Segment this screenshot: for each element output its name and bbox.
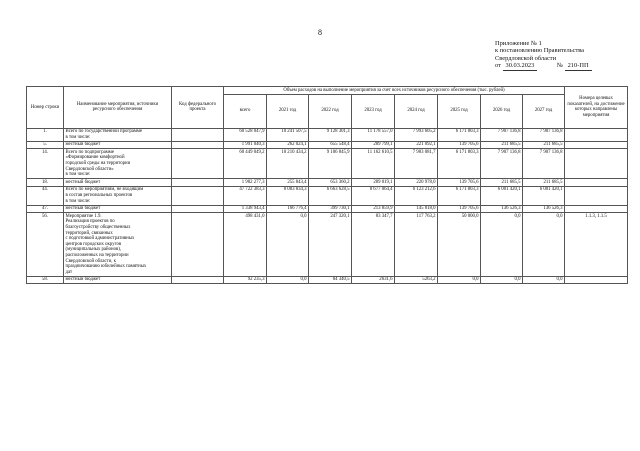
row-name (64, 213, 172, 277)
row-year-value: 139 705,6 (438, 141, 481, 149)
header-row-number: Номер строки (27, 87, 64, 129)
row-year-value: 6 171 803,3 (438, 128, 481, 141)
row-federal-code (172, 213, 224, 277)
row-year-value: 0,0 (523, 276, 565, 284)
row-year-value: 5263,2 (395, 276, 438, 284)
row-name-line: центров городских округов (65, 241, 122, 247)
row-number: 58. (27, 276, 64, 284)
header-year-2026: 2026 год (481, 94, 523, 128)
row-year-value: 655 548,4 (309, 141, 352, 149)
row-name-line: Реализация проектов по (65, 219, 115, 225)
table-row (27, 128, 628, 141)
row-total-value: 47 722 383,3 (224, 186, 267, 205)
header-year-2027: 2027 год (523, 94, 565, 128)
row-federal-code (172, 186, 224, 205)
table-body (27, 128, 628, 284)
row-name-line: в том числе: (65, 134, 91, 140)
table-row (27, 141, 628, 149)
row-year-value: 221 092,1 (395, 141, 438, 149)
row-year-value: 9 106 845,9 (309, 149, 352, 179)
row-federal-code (172, 276, 224, 284)
row-year-value: 6 171 803,3 (438, 186, 481, 205)
row-federal-code (172, 149, 224, 179)
row-year-value: 211 685,5 (523, 179, 565, 187)
row-number: 14. (27, 149, 64, 179)
row-total-value: 498 431,0 (224, 213, 267, 277)
row-targets (565, 149, 628, 179)
header-federal-code: Код федерального проекта (172, 87, 224, 129)
row-year-value: 136 526,3 (481, 205, 523, 213)
appendix-line-2: к постановлению Правительства (495, 47, 585, 55)
header-year-2021: 2021 год (267, 94, 309, 128)
row-targets (565, 205, 628, 213)
row-name-line: Мероприятие 1.9. (65, 213, 102, 219)
page-number: 8 (318, 28, 322, 37)
row-federal-code (172, 128, 224, 141)
row-name-line: в состав региональных проектов (65, 193, 133, 199)
row-year-value: 7 907 136,8 (523, 128, 565, 141)
row-year-value: 247 320,1 (309, 213, 352, 277)
row-name-line: местный бюджет (65, 142, 101, 148)
row-year-value: 399 730,1 (309, 205, 352, 213)
row-year-value: 0,0 (267, 276, 309, 284)
row-year-value: 6 123 212,6 (395, 186, 438, 205)
row-year-value: 84 340,5 (309, 276, 352, 284)
header-year-2024: 2024 год (395, 94, 438, 128)
row-name-line: городской среды на территории (65, 161, 131, 167)
row-number: 47. (27, 205, 64, 213)
row-year-value: 9 128 301,3 (309, 128, 352, 141)
row-year-value: 7 993 605,2 (395, 128, 438, 141)
row-federal-code (172, 179, 224, 187)
row-name-line: благоустройству общественных (65, 225, 131, 230)
row-year-value: 83 347,7 (352, 213, 395, 277)
row-year-value: 653 360,2 (309, 179, 352, 187)
appendix-date-line (495, 62, 635, 70)
row-year-value: 7 983 081,7 (395, 149, 438, 179)
row-name-line: в том числе: (65, 172, 91, 178)
row-name-line: местный бюджет (65, 206, 101, 212)
row-total-value: 60 449 049,2 (224, 149, 267, 179)
table-row (27, 186, 628, 205)
table-row (27, 213, 628, 277)
row-name-line: Всего по мероприятиям, не входящим (65, 187, 144, 193)
row-number: 1. (27, 128, 64, 141)
header-year-2025: 2025 год (438, 94, 481, 128)
row-total-value: 1 982 277,3 (224, 179, 267, 187)
header-volume: Объем расходов на выполнение мероприятия за счет всех источников ресурсного обеспечения (тыс. рублей) (224, 87, 565, 95)
row-year-value: 11 162 610,5 (352, 149, 395, 179)
appendix-title: Приложение № 1 (495, 40, 542, 47)
date-prefix: от (495, 62, 501, 70)
row-name (64, 205, 172, 213)
expenditure-table (26, 86, 628, 284)
appendix-date: 30.03.2023 (503, 62, 538, 70)
row-name-line: с подготовкой административных (65, 236, 135, 242)
row-name-line: «Формирование комфортной (65, 155, 125, 161)
header-row-top (27, 87, 628, 95)
row-name-line: территорий, связанных (65, 230, 113, 236)
table-row (27, 205, 628, 213)
row-targets (565, 179, 628, 187)
header-targets: Номера целевых показателей, на достижение которых направлены мероприятия (565, 87, 628, 129)
header-total: всего (224, 94, 267, 128)
row-number: 5. (27, 141, 64, 149)
row-name-line: Всего по государственной программе (65, 129, 143, 135)
row-total-value: 1 991 040,3 (224, 141, 267, 149)
appendix-line-3: Свердловской области (495, 54, 556, 62)
row-year-value: 211 685,5 (481, 141, 523, 149)
header-name: Наименование мероприятия, источники ресурсного обеспечения (64, 87, 172, 129)
row-targets (565, 276, 628, 284)
row-year-value: 7 907 136,8 (523, 149, 565, 179)
row-year-value: 136 526,3 (523, 205, 565, 213)
row-year-value: 262 024,1 (267, 141, 309, 149)
row-year-value: 11 178 557,0 (352, 128, 395, 141)
table-row (27, 276, 628, 284)
row-name (64, 141, 172, 149)
row-year-value: 0,0 (438, 276, 481, 284)
row-name-line: дат (65, 269, 73, 275)
row-year-value: 6 001 420,1 (481, 186, 523, 205)
row-year-value: 255 843,4 (267, 179, 309, 187)
row-year-value: 0,0 (267, 213, 309, 277)
table-row (27, 149, 628, 179)
row-year-value: 211 685,5 (523, 141, 565, 149)
row-year-value: 7 907 136,8 (481, 149, 523, 179)
row-name-line: местный бюджет (65, 277, 101, 283)
row-total-value: 1 338 943,4 (224, 205, 267, 213)
row-name (64, 276, 172, 284)
row-total-value: 60 528 047,9 (224, 128, 267, 141)
row-year-value: 117 763,2 (395, 213, 438, 277)
row-total-value: 92 235,3 (224, 276, 267, 284)
row-number: 18. (27, 179, 64, 187)
row-year-value: 10 241 507,5 (267, 128, 309, 141)
row-targets: 1.1.3, 1.1.5 (565, 213, 628, 277)
row-year-value: 213 859,9 (352, 205, 395, 213)
row-year-value: 166 776,4 (267, 205, 309, 213)
row-year-value: 0,0 (523, 213, 565, 277)
row-year-value: 220 978,0 (395, 179, 438, 187)
appendix-header (495, 40, 635, 71)
row-targets (565, 128, 628, 141)
row-year-value: 6 171 803,3 (438, 149, 481, 179)
row-name (64, 186, 172, 205)
row-name-line: в том числе: (65, 198, 91, 204)
row-year-value: 8 083 834,3 (267, 186, 309, 205)
header-year-2023: 2023 год (352, 94, 395, 128)
row-name-line: расположенных на территории (65, 252, 129, 258)
row-year-value: 6 001 420,1 (523, 186, 565, 205)
row-name-line: Свердловской области, к (65, 258, 117, 264)
row-number: 56. (27, 213, 64, 277)
header-year-2022: 2022 год (309, 94, 352, 128)
row-year-value: 2631,6 (352, 276, 395, 284)
row-name (64, 179, 172, 187)
row-year-value: 0,0 (481, 276, 523, 284)
row-name-line: (муниципальных районов), (65, 247, 122, 253)
row-year-value: 139 705,6 (438, 179, 481, 187)
row-year-value: 7 907 136,8 (481, 128, 523, 141)
row-name-line: праздничованию юбилейных памятных (65, 264, 147, 270)
row-year-value: 211 685,5 (481, 179, 523, 187)
row-targets (565, 141, 628, 149)
table-row (27, 179, 628, 187)
row-year-value: 289 019,1 (352, 179, 395, 187)
row-name (64, 149, 172, 179)
row-year-value: 10 210 434,2 (267, 149, 309, 179)
appendix-number: 210-ПП (565, 62, 592, 70)
row-year-value: 145 818,0 (395, 205, 438, 213)
row-number: 44. (27, 186, 64, 205)
row-name-line: Свердловской области» (65, 166, 114, 172)
row-federal-code (172, 141, 224, 149)
row-year-value: 6 663 628,5 (309, 186, 352, 205)
row-name-line: Всего по подпрограмме (65, 149, 114, 155)
row-year-value: 139 705,6 (438, 205, 481, 213)
row-year-value: 50 000,0 (438, 213, 481, 277)
row-year-value: 0,0 (481, 213, 523, 277)
number-prefix: № (556, 62, 563, 70)
row-federal-code (172, 205, 224, 213)
row-name (64, 128, 172, 141)
row-name-line: местный бюджет (65, 179, 101, 185)
row-year-value: 8 677 064,4 (352, 186, 395, 205)
row-year-value: 289 799,1 (352, 141, 395, 149)
row-targets (565, 186, 628, 205)
